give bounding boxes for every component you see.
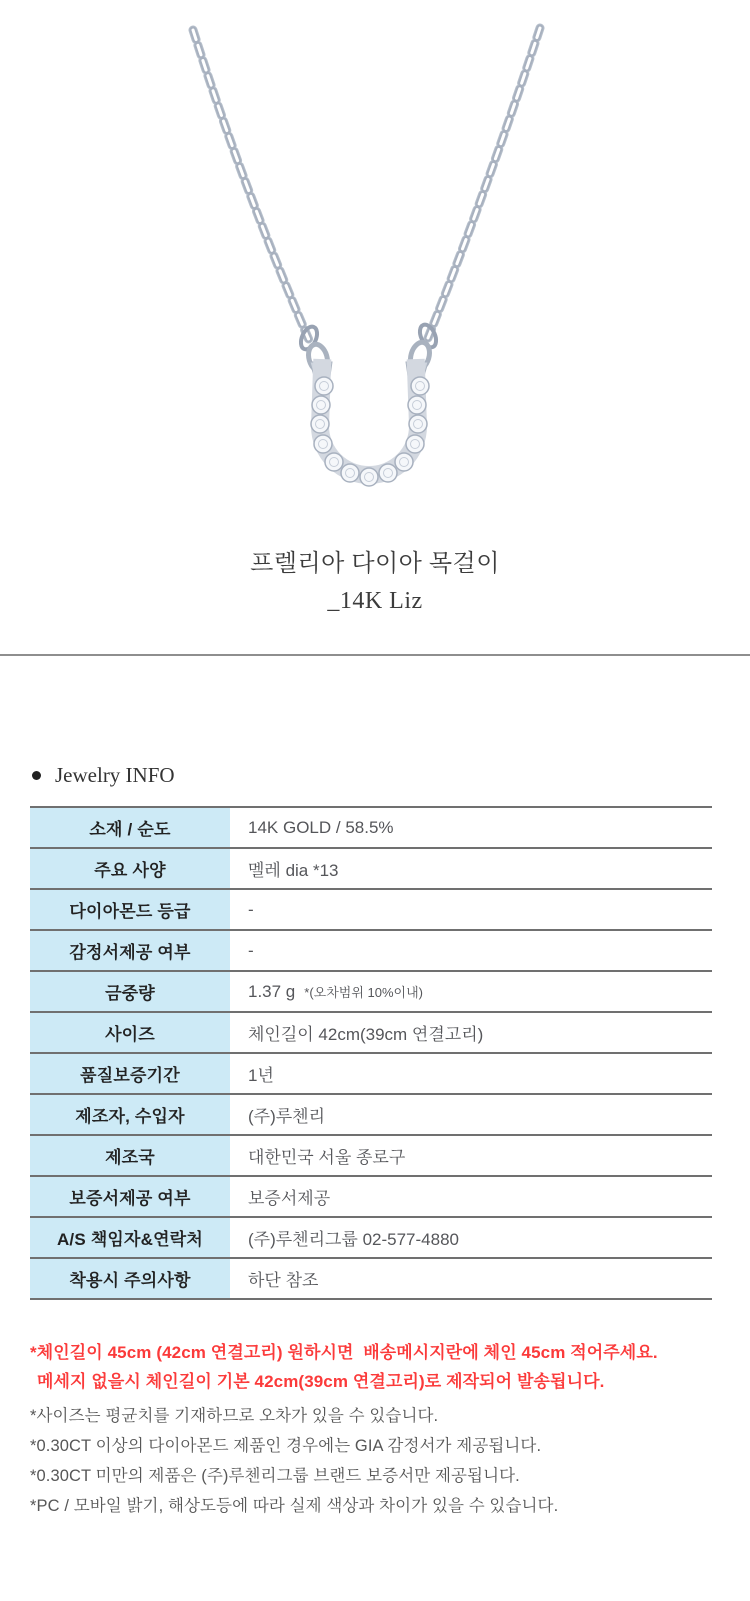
jewelry-info-heading-label: Jewelry INFO <box>55 763 175 787</box>
spec-label: 사이즈 <box>30 1012 230 1053</box>
spec-label: 금중량 <box>30 971 230 1012</box>
spec-value-cell <box>230 1053 712 1094</box>
spec-label: 제조국 <box>30 1135 230 1176</box>
spec-label: 소재 / 순도 <box>30 807 230 848</box>
product-title <box>0 546 750 620</box>
spec-value-cell <box>230 848 712 889</box>
spec-label: 주요 사양 <box>30 848 230 889</box>
table-row <box>30 1135 712 1176</box>
spec-value-cell <box>230 930 712 971</box>
spec-value-cell <box>230 1176 712 1217</box>
spec-value-cell <box>230 807 712 848</box>
spec-value: - <box>248 940 254 960</box>
general-notes <box>30 1401 750 1521</box>
spec-value-cell <box>230 1012 712 1053</box>
spec-value: 1년 <box>248 1066 274 1085</box>
spec-label: 제조자, 수입자 <box>30 1094 230 1135</box>
spec-value: - <box>248 899 254 919</box>
table-row <box>30 1012 712 1053</box>
spec-value: 14K GOLD / 58.5% <box>248 817 394 837</box>
table-row <box>30 1217 712 1258</box>
spec-label: A/S 책임자&연락처 <box>30 1217 230 1258</box>
table-row <box>30 1258 712 1299</box>
table-row <box>30 930 712 971</box>
chain-left <box>193 30 309 340</box>
spec-table <box>30 806 712 1300</box>
necklace-photo-illustration <box>0 0 750 520</box>
table-row <box>30 1176 712 1217</box>
spec-value-cell <box>230 889 712 930</box>
table-row <box>30 889 712 930</box>
spec-value-cell <box>230 1258 712 1299</box>
spec-value-cell <box>230 971 712 1012</box>
spec-value: 체인길이 42cm(39cm 연결고리) <box>248 1025 484 1044</box>
chain-length-warning-line2: 메세지 없을시 체인길이 기본 42cm(39cm 연결고리)로 제작되어 발송됩니다. <box>37 1372 605 1391</box>
spec-label: 감정서제공 여부 <box>30 930 230 971</box>
chain-right <box>428 28 540 338</box>
spec-value-cell <box>230 1094 712 1135</box>
bullet-icon <box>32 771 41 780</box>
spec-value-note: *(오차범위 10%이내) <box>304 984 423 1000</box>
section-divider <box>0 654 750 656</box>
spec-value: 대한민국 서울 종로구 <box>248 1148 406 1167</box>
note-gia-certificate: *0.30CT 이상의 다이아몬드 제품인 경우에는 GIA 감정서가 제공됩니다. <box>30 1437 542 1455</box>
table-row <box>30 807 712 848</box>
spec-value: 보증서제공 <box>248 1189 331 1208</box>
spec-value-cell <box>230 1135 712 1176</box>
product-title-line1: 프렐리아 다이아 목걸이 <box>250 551 500 577</box>
spec-value: 멜레 dia *13 <box>248 861 339 880</box>
table-row <box>30 1053 712 1094</box>
chain-length-warning-line1: *체인길이 45cm (42cm 연결고리) 원하시면 배송메시지란에 체인 45cm 적어주세요. <box>30 1343 658 1362</box>
note-brand-warranty: *0.30CT 미만의 제품은 (주)루첸리그룹 브랜드 보증서만 제공됩니다. <box>30 1467 520 1485</box>
spec-label: 보증서제공 여부 <box>30 1176 230 1217</box>
product-image <box>0 0 750 520</box>
spec-value: 1.37 g <box>248 981 296 1001</box>
spec-label: 착용시 주의사항 <box>30 1258 230 1299</box>
table-row <box>30 1094 712 1135</box>
spec-value-cell <box>230 1217 712 1258</box>
product-title-line2: _14K Liz <box>327 588 423 614</box>
spec-value: (주)루첸리그룹 02-577-4880 <box>248 1230 459 1249</box>
jewelry-info-heading <box>32 760 750 790</box>
spec-label: 다이아몬드 등급 <box>30 889 230 930</box>
spec-value: 하단 참조 <box>248 1271 319 1290</box>
table-row <box>30 848 712 889</box>
note-color-difference: *PC / 모바일 밝기, 해상도등에 따라 실제 색상과 차이가 있을 수 있습니다. <box>30 1497 559 1515</box>
table-row <box>30 971 712 1012</box>
spec-label: 품질보증기간 <box>30 1053 230 1094</box>
footnotes <box>30 1338 750 1521</box>
spec-value: (주)루첸리 <box>248 1107 326 1126</box>
note-size-average: *사이즈는 평균치를 기재하므로 오차가 있을 수 있습니다. <box>30 1407 439 1425</box>
